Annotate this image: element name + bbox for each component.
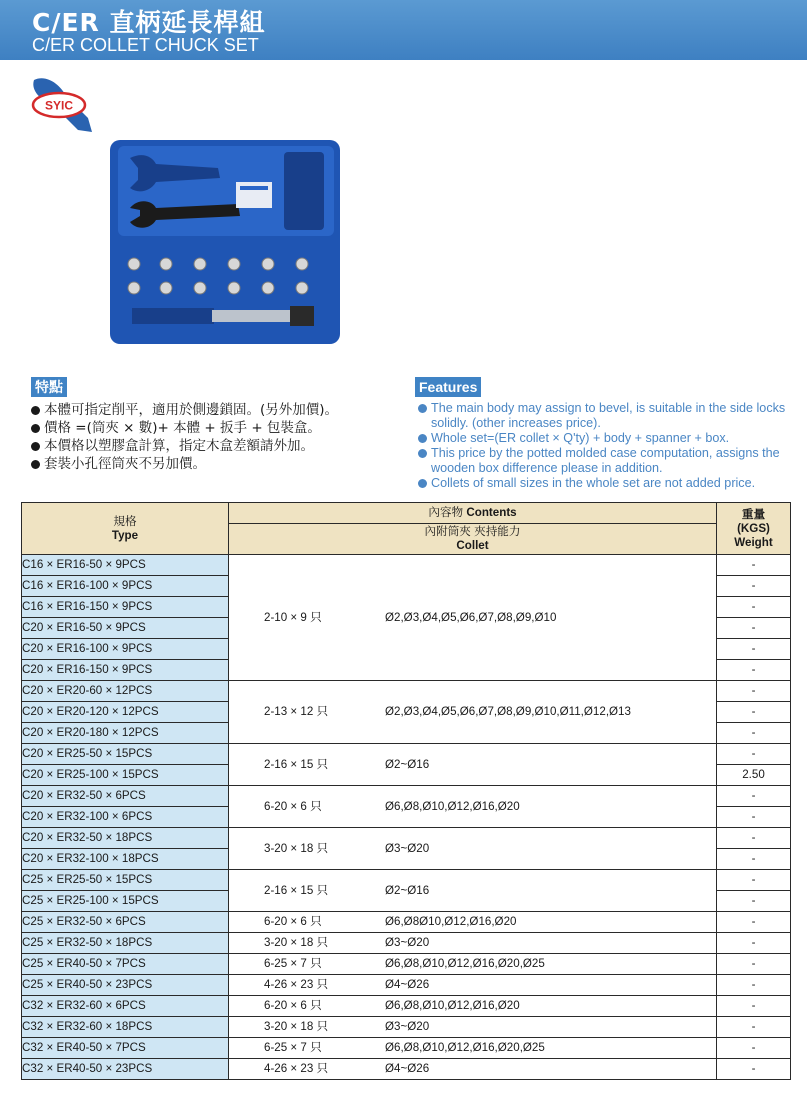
table-row xyxy=(22,975,791,996)
collet-header-zh: 內附筒夾 夾持能力 xyxy=(424,525,521,538)
contents-cell xyxy=(229,870,717,912)
table-row xyxy=(22,786,791,807)
type-cell: C20 × ER25-50 × 15PCS xyxy=(22,744,229,765)
type-cell: C32 × ER32-60 × 6PCS xyxy=(22,996,229,1017)
collet-sizes: Ø2,Ø3,Ø4,Ø5,Ø6,Ø7,Ø8,Ø9,Ø10 xyxy=(385,610,557,624)
type-cell: C25 × ER25-100 × 15PCS xyxy=(22,891,229,912)
syic-logo xyxy=(26,74,98,140)
type-cell: C20 × ER32-100 × 6PCS xyxy=(22,807,229,828)
features-en-heading: Features xyxy=(415,377,481,397)
type-cell: C20 × ER20-180 × 12PCS xyxy=(22,723,229,744)
collet-quantity: 4-26 × 23 只 xyxy=(264,978,329,991)
contents-header-zh: 內容物 xyxy=(428,506,464,519)
weight-cell: - xyxy=(717,576,791,597)
weight-cell: - xyxy=(717,849,791,870)
contents-cell xyxy=(229,828,717,870)
weight-cell: - xyxy=(717,975,791,996)
table-row xyxy=(22,870,791,891)
weight-cell: - xyxy=(717,702,791,723)
table-row xyxy=(22,744,791,765)
table-row xyxy=(22,828,791,849)
table-row xyxy=(22,933,791,954)
collet-sizes: Ø6,Ø8,Ø10,Ø12,Ø16,Ø20 xyxy=(385,999,520,1012)
weight-cell: - xyxy=(717,807,791,828)
contents-header-en: Contents xyxy=(466,506,517,519)
collet-quantity: 3-20 × 18 只 xyxy=(264,1020,329,1033)
weight-cell: - xyxy=(717,954,791,975)
type-cell: C16 × ER16-150 × 9PCS xyxy=(22,597,229,618)
table-row xyxy=(22,912,791,933)
type-cell: C20 × ER20-60 × 12PCS xyxy=(22,681,229,702)
features-en-list xyxy=(417,401,797,491)
table-row xyxy=(22,996,791,1017)
type-cell: C25 × ER32-50 × 18PCS xyxy=(22,933,229,954)
collet-sizes: Ø6,Ø8,Ø10,Ø12,Ø16,Ø20 xyxy=(385,799,520,813)
weight-header-zh: 重量 xyxy=(741,507,766,521)
weight-cell: - xyxy=(717,933,791,954)
weight-cell: - xyxy=(717,828,791,849)
table-row xyxy=(22,1038,791,1059)
weight-cell: - xyxy=(717,681,791,702)
features-en-item: The main body may assign to bevel, is suitable in the side locks solidly. (other increases price). xyxy=(417,401,797,431)
features-zh-item: 套裝小孔徑筒夾不另加價。 xyxy=(28,455,398,473)
weight-cell: - xyxy=(717,597,791,618)
collet-quantity: 4-26 × 23 只 xyxy=(264,1062,329,1075)
type-cell: C32 × ER40-50 × 7PCS xyxy=(22,1038,229,1059)
table-row xyxy=(22,681,791,702)
features-zh-list xyxy=(28,401,398,473)
collet-quantity: 2-10 × 9 只 xyxy=(264,610,322,624)
spec-table xyxy=(21,502,791,1080)
contents-cell xyxy=(229,744,717,786)
type-header xyxy=(22,503,229,555)
collet-quantity: 6-20 × 6 只 xyxy=(264,915,322,928)
weight-cell: - xyxy=(717,618,791,639)
contents-cell xyxy=(229,996,717,1017)
features-zh-item: 本體可指定削平，適用於側邊鎖固。(另外加價)。 xyxy=(28,401,398,419)
type-cell: C20 × ER32-50 × 18PCS xyxy=(22,828,229,849)
contents-cell xyxy=(229,912,717,933)
collet-quantity: 3-20 × 18 只 xyxy=(264,841,329,855)
type-cell: C25 × ER40-50 × 23PCS xyxy=(22,975,229,996)
contents-cell xyxy=(229,933,717,954)
type-cell: C20 × ER16-50 × 9PCS xyxy=(22,618,229,639)
weight-cell: - xyxy=(717,996,791,1017)
contents-cell xyxy=(229,954,717,975)
table-row xyxy=(22,1017,791,1038)
weight-cell: - xyxy=(717,660,791,681)
features-en-item: Whole set=(ER collet × Q'ty) + body + spanner + box. xyxy=(417,431,797,446)
collet-quantity: 6-20 × 6 只 xyxy=(264,999,322,1012)
contents-cell xyxy=(229,681,717,744)
collet-quantity: 6-25 × 7 只 xyxy=(264,1041,322,1054)
type-cell: C20 × ER32-50 × 6PCS xyxy=(22,786,229,807)
collet-sizes: Ø6,Ø8,Ø10,Ø12,Ø16,Ø20,Ø25 xyxy=(385,957,545,970)
collet-sizes: Ø2,Ø3,Ø4,Ø5,Ø6,Ø7,Ø8,Ø9,Ø10,Ø11,Ø12,Ø13 xyxy=(385,705,631,718)
collet-sizes: Ø3~Ø20 xyxy=(385,936,430,949)
type-header-en: Type xyxy=(111,528,139,542)
type-cell: C25 × ER25-50 × 15PCS xyxy=(22,870,229,891)
collet-quantity: 6-25 × 7 只 xyxy=(264,957,322,970)
collet-sizes: Ø6,Ø8,Ø10,Ø12,Ø16,Ø20,Ø25 xyxy=(385,1041,545,1054)
collet-sizes: Ø6,Ø8Ø10,Ø12,Ø16,Ø20 xyxy=(385,915,517,928)
type-cell: C16 × ER16-50 × 9PCS xyxy=(22,555,229,576)
type-cell: C20 × ER32-100 × 18PCS xyxy=(22,849,229,870)
page-title: C/ER 直柄延長桿組 xyxy=(32,8,266,37)
weight-cell: - xyxy=(717,870,791,891)
features-en-item: This price by the potted molded case computation, assigns the wooden box difference please in addition. xyxy=(417,446,797,476)
contents-cell xyxy=(229,1017,717,1038)
collet-sizes: Ø2~Ø16 xyxy=(385,883,430,897)
weight-cell: - xyxy=(717,1017,791,1038)
table-row xyxy=(22,555,791,576)
table-row xyxy=(22,954,791,975)
weight-cell: - xyxy=(717,744,791,765)
title-banner xyxy=(0,0,807,60)
spec-table-body xyxy=(22,555,791,1080)
features-zh-heading: 特點 xyxy=(31,377,67,397)
collet-sizes: Ø3~Ø20 xyxy=(385,841,430,855)
collet-header xyxy=(229,524,717,555)
type-header-zh: 規格 xyxy=(113,514,137,528)
collet-quantity: 2-16 × 15 只 xyxy=(264,883,329,897)
weight-header xyxy=(717,503,791,555)
weight-cell: - xyxy=(717,891,791,912)
contents-cell xyxy=(229,1059,717,1080)
features-zh-item: 本價格以塑膠盒計算，指定木盒差額請外加。 xyxy=(28,437,398,455)
contents-cell xyxy=(229,975,717,996)
weight-cell: - xyxy=(717,1059,791,1080)
collet-quantity: 3-20 × 18 只 xyxy=(264,936,329,949)
weight-header-unit: (KGS) xyxy=(737,521,770,535)
logo-text: SYIC xyxy=(44,98,74,113)
table-row xyxy=(22,1059,791,1080)
weight-cell: - xyxy=(717,555,791,576)
page-subtitle: C/ER COLLET CHUCK SET xyxy=(32,35,259,55)
weight-cell: 2.50 xyxy=(717,765,791,786)
weight-header-en: Weight xyxy=(734,535,773,549)
contents-cell xyxy=(229,1038,717,1059)
collet-sizes: Ø3~Ø20 xyxy=(385,1020,430,1033)
weight-cell: - xyxy=(717,912,791,933)
weight-cell: - xyxy=(717,723,791,744)
collet-sizes: Ø2~Ø16 xyxy=(385,757,430,771)
type-cell: C20 × ER25-100 × 15PCS xyxy=(22,765,229,786)
weight-cell: - xyxy=(717,786,791,807)
collet-sizes: Ø4~Ø26 xyxy=(385,978,430,991)
product-image xyxy=(108,138,344,348)
type-cell: C20 × ER20-120 × 12PCS xyxy=(22,702,229,723)
contents-header xyxy=(229,503,717,524)
type-cell: C32 × ER40-50 × 23PCS xyxy=(22,1059,229,1080)
weight-cell: - xyxy=(717,639,791,660)
collet-quantity: 2-16 × 15 只 xyxy=(264,757,329,771)
type-cell: C32 × ER32-60 × 18PCS xyxy=(22,1017,229,1038)
type-cell: C16 × ER16-100 × 9PCS xyxy=(22,576,229,597)
type-cell: C20 × ER16-150 × 9PCS xyxy=(22,660,229,681)
type-cell: C25 × ER32-50 × 6PCS xyxy=(22,912,229,933)
collet-sizes: Ø4~Ø26 xyxy=(385,1062,430,1075)
weight-cell: - xyxy=(717,1038,791,1059)
contents-cell xyxy=(229,786,717,828)
features-zh-item: 價格 =(筒夾 × 數)+ 本體 + 扳手 + 包裝盒。 xyxy=(28,419,398,437)
collet-quantity: 6-20 × 6 只 xyxy=(264,799,322,813)
features-en-item: Collets of small sizes in the whole set are not added price. xyxy=(417,476,797,491)
contents-cell xyxy=(229,555,717,681)
collet-quantity: 2-13 × 12 只 xyxy=(264,705,329,718)
collet-header-en: Collet xyxy=(456,539,489,552)
type-cell: C25 × ER40-50 × 7PCS xyxy=(22,954,229,975)
type-cell: C20 × ER16-100 × 9PCS xyxy=(22,639,229,660)
